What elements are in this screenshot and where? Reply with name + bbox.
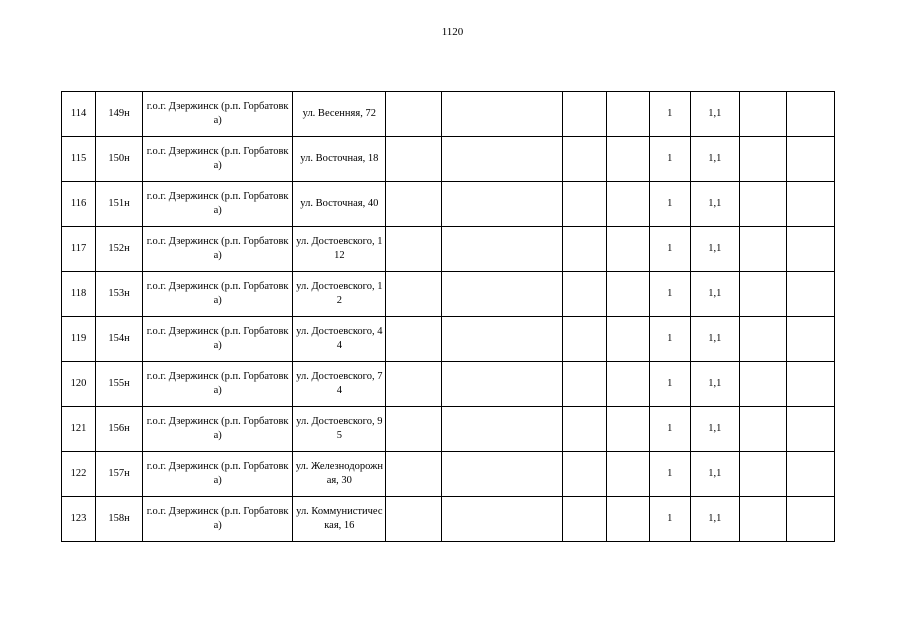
empty-cell (786, 137, 834, 182)
value-cell: 1,1 (690, 182, 739, 227)
empty-cell (786, 272, 834, 317)
value-cell: 1,1 (690, 497, 739, 542)
code-cell: 150н (96, 137, 143, 182)
empty-cell (739, 317, 786, 362)
empty-cell (606, 407, 649, 452)
table-row (62, 137, 835, 182)
empty-cell (739, 272, 786, 317)
locality-cell: г.о.г. Дзержинск (р.п. Горбатовка) (143, 92, 293, 137)
row-number-cell: 118 (62, 272, 96, 317)
empty-cell (739, 497, 786, 542)
table-row (62, 497, 835, 542)
empty-cell (386, 452, 442, 497)
count-cell: 1 (649, 362, 690, 407)
empty-cell (606, 137, 649, 182)
empty-cell (786, 452, 834, 497)
empty-cell (786, 317, 834, 362)
row-number-cell: 122 (62, 452, 96, 497)
address-cell: ул. Достоевского, 74 (293, 362, 386, 407)
locality-cell: г.о.г. Дзержинск (р.п. Горбатовка) (143, 317, 293, 362)
empty-cell (386, 272, 442, 317)
empty-cell (386, 137, 442, 182)
empty-cell (442, 92, 562, 137)
code-cell: 155н (96, 362, 143, 407)
empty-cell (442, 362, 562, 407)
empty-cell (442, 137, 562, 182)
code-cell: 157н (96, 452, 143, 497)
empty-cell (562, 407, 606, 452)
locality-cell: г.о.г. Дзержинск (р.п. Горбатовка) (143, 137, 293, 182)
table-row (62, 92, 835, 137)
empty-cell (786, 497, 834, 542)
locality-cell: г.о.г. Дзержинск (р.п. Горбатовка) (143, 407, 293, 452)
locality-cell: г.о.г. Дзержинск (р.п. Горбатовка) (143, 362, 293, 407)
count-cell: 1 (649, 92, 690, 137)
row-number-cell: 123 (62, 497, 96, 542)
empty-cell (442, 407, 562, 452)
empty-cell (442, 497, 562, 542)
table-row (62, 317, 835, 362)
empty-cell (606, 452, 649, 497)
empty-cell (442, 317, 562, 362)
table-row (62, 272, 835, 317)
empty-cell (606, 182, 649, 227)
row-number-cell: 120 (62, 362, 96, 407)
code-cell: 154н (96, 317, 143, 362)
empty-cell (562, 227, 606, 272)
locality-cell: г.о.г. Дзержинск (р.п. Горбатовка) (143, 452, 293, 497)
empty-cell (562, 317, 606, 362)
value-cell: 1,1 (690, 362, 739, 407)
empty-cell (606, 317, 649, 362)
count-cell: 1 (649, 317, 690, 362)
empty-cell (786, 362, 834, 407)
locality-cell: г.о.г. Дзержинск (р.п. Горбатовка) (143, 497, 293, 542)
empty-cell (786, 182, 834, 227)
locality-cell: г.о.г. Дзержинск (р.п. Горбатовка) (143, 227, 293, 272)
value-cell: 1,1 (690, 407, 739, 452)
empty-cell (562, 272, 606, 317)
empty-cell (386, 497, 442, 542)
value-cell: 1,1 (690, 227, 739, 272)
address-cell: ул. Достоевского, 44 (293, 317, 386, 362)
empty-cell (386, 317, 442, 362)
empty-cell (786, 92, 834, 137)
row-number-cell: 116 (62, 182, 96, 227)
count-cell: 1 (649, 407, 690, 452)
empty-cell (606, 227, 649, 272)
address-cell: ул. Восточная, 40 (293, 182, 386, 227)
empty-cell (442, 452, 562, 497)
address-cell: ул. Достоевского, 12 (293, 272, 386, 317)
locality-cell: г.о.г. Дзержинск (р.п. Горбатовка) (143, 182, 293, 227)
address-cell: ул. Железнодорожная, 30 (293, 452, 386, 497)
empty-cell (606, 497, 649, 542)
count-cell: 1 (649, 227, 690, 272)
count-cell: 1 (649, 272, 690, 317)
row-number-cell: 121 (62, 407, 96, 452)
row-number-cell: 117 (62, 227, 96, 272)
address-cell: ул. Коммунистическая, 16 (293, 497, 386, 542)
value-cell: 1,1 (690, 137, 739, 182)
empty-cell (786, 407, 834, 452)
value-cell: 1,1 (690, 452, 739, 497)
value-cell: 1,1 (690, 272, 739, 317)
empty-cell (562, 182, 606, 227)
empty-cell (442, 182, 562, 227)
row-number-cell: 114 (62, 92, 96, 137)
empty-cell (739, 227, 786, 272)
table-row (62, 452, 835, 497)
address-cell: ул. Весенняя, 72 (293, 92, 386, 137)
value-cell: 1,1 (690, 92, 739, 137)
empty-cell (606, 92, 649, 137)
table-row (62, 407, 835, 452)
empty-cell (562, 92, 606, 137)
empty-cell (739, 452, 786, 497)
empty-cell (606, 362, 649, 407)
registry-table (61, 91, 835, 542)
empty-cell (786, 227, 834, 272)
row-number-cell: 119 (62, 317, 96, 362)
code-cell: 158н (96, 497, 143, 542)
code-cell: 152н (96, 227, 143, 272)
page-number: 1120 (441, 26, 464, 38)
empty-cell (562, 452, 606, 497)
count-cell: 1 (649, 452, 690, 497)
address-cell: ул. Достоевского, 112 (293, 227, 386, 272)
count-cell: 1 (649, 137, 690, 182)
empty-cell (739, 407, 786, 452)
empty-cell (386, 182, 442, 227)
empty-cell (386, 407, 442, 452)
empty-cell (562, 497, 606, 542)
table-row (62, 227, 835, 272)
empty-cell (606, 272, 649, 317)
table-row (62, 362, 835, 407)
code-cell: 149н (96, 92, 143, 137)
code-cell: 153н (96, 272, 143, 317)
empty-cell (386, 362, 442, 407)
empty-cell (739, 92, 786, 137)
empty-cell (442, 272, 562, 317)
value-cell: 1,1 (690, 317, 739, 362)
table-row (62, 182, 835, 227)
count-cell: 1 (649, 182, 690, 227)
count-cell: 1 (649, 497, 690, 542)
address-cell: ул. Восточная, 18 (293, 137, 386, 182)
address-cell: ул. Достоевского, 95 (293, 407, 386, 452)
row-number-cell: 115 (62, 137, 96, 182)
empty-cell (562, 362, 606, 407)
empty-cell (562, 137, 606, 182)
code-cell: 151н (96, 182, 143, 227)
code-cell: 156н (96, 407, 143, 452)
empty-cell (739, 362, 786, 407)
locality-cell: г.о.г. Дзержинск (р.п. Горбатовка) (143, 272, 293, 317)
empty-cell (386, 92, 442, 137)
empty-cell (739, 182, 786, 227)
empty-cell (442, 227, 562, 272)
empty-cell (386, 227, 442, 272)
empty-cell (739, 137, 786, 182)
